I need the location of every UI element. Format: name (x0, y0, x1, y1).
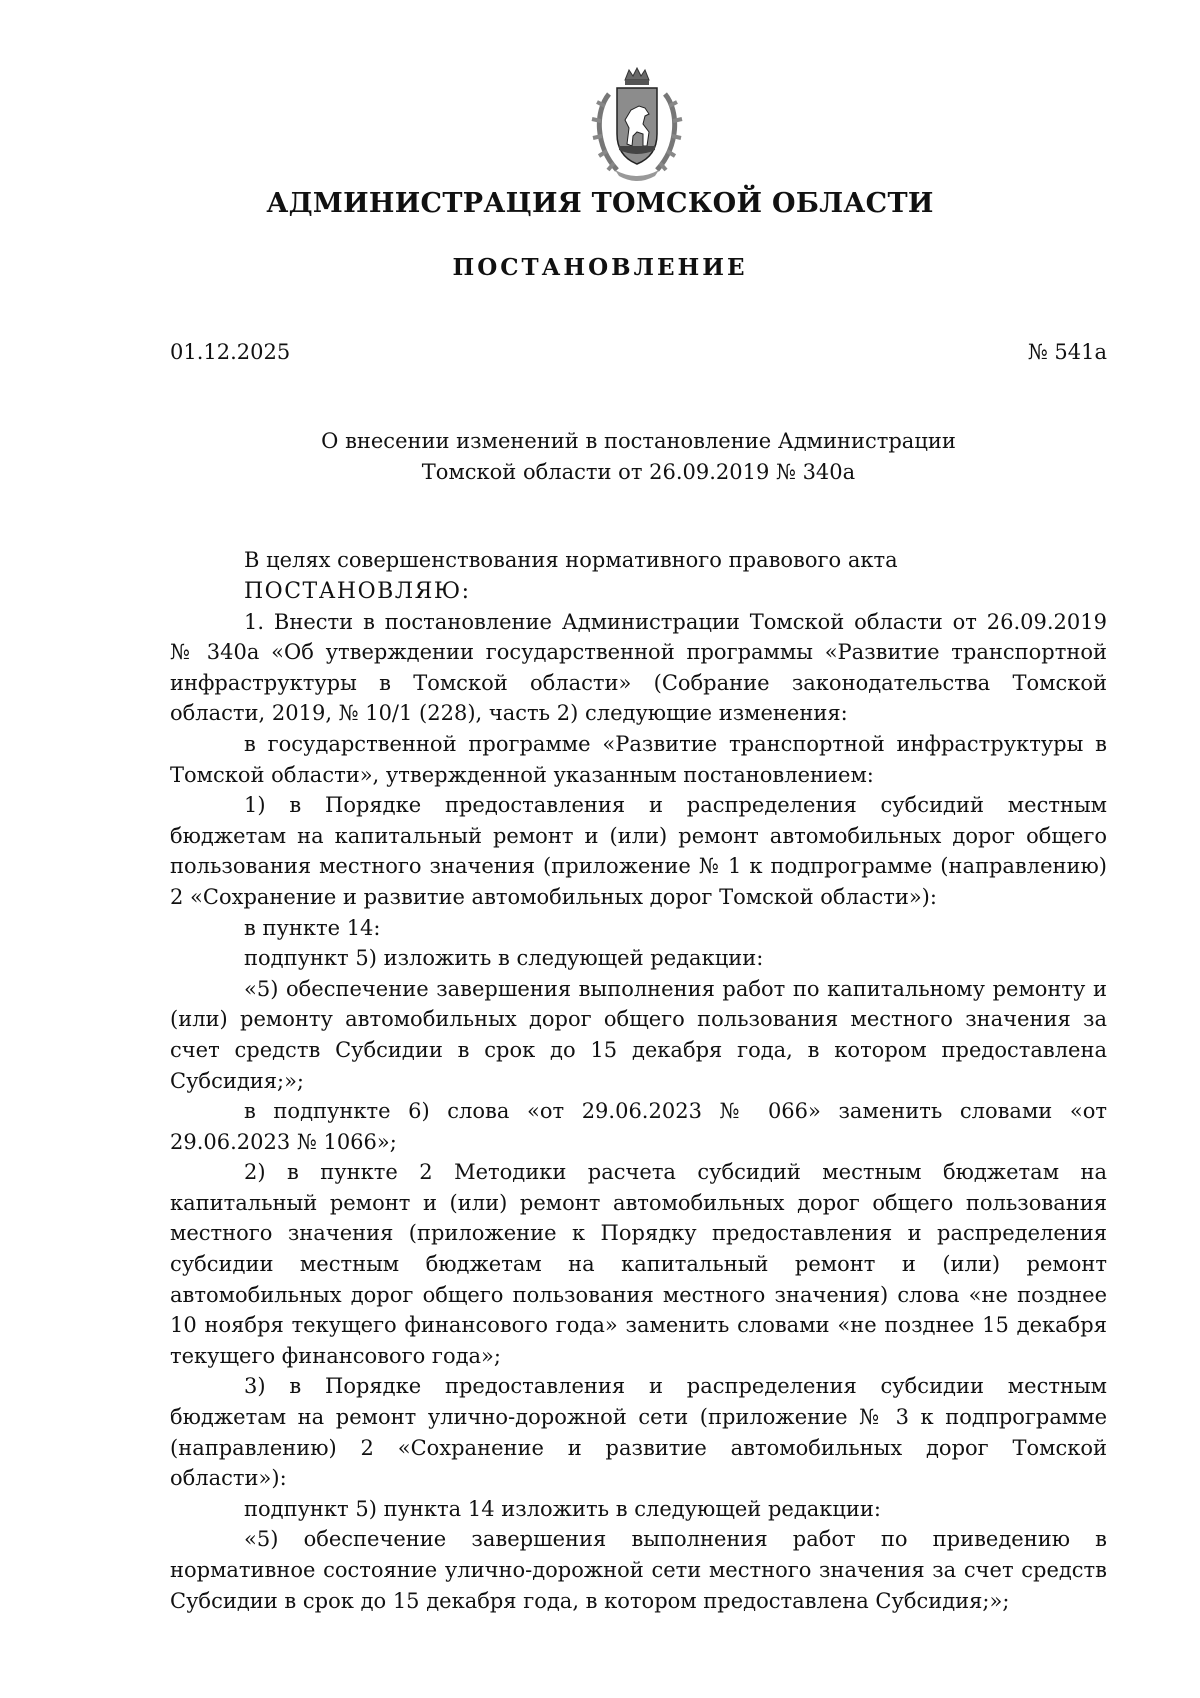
body-paragraph: В целях совершенствования нормативного правового акта (244, 548, 898, 572)
body-paragraph: 1) в Порядке предоставления и распределения субсидий местным бюджетам на капитальный ремонт и (или) ремонт автомобильных дорог общего пользования местного значения (приложение № 1 к подпрограмме (направлению) 2 «Сохранение и развитие автомобильных дорог Томской области»): (170, 793, 1107, 909)
body-paragraph: подпункт 5) изложить в следующей редакции: (244, 946, 764, 971)
body-paragraph: 2) в пункте 2 Методики расчета субсидий местным бюджетам на капитальный ремонт и (или) ремонт автомобильных дорог общего пользования местного значения (приложение к Порядку предоставления и распределения субсидии местным бюджетам на капитальный ремонт и (или) ремонт автомобильных дорог общего пользования местного значения) слова «не позднее 10 ноября текущего финансового года» заменить словами «не позднее 15 декабря текущего финансового года»; (170, 1160, 1107, 1368)
body-paragraph: «5) обеспечение завершения выполнения работ по приведению в нормативное состояние улично-дорожной сети местного значения за счет средств Субсидии в срок до 15 декабря года, в котором предоставлена Субсидия;»; (170, 1527, 1107, 1613)
body-paragraph: 1. Внести в постановление Администрации Томской области от 26.09.2019 № 340а «Об утверждении государственной программы «Развитие транспортной инфраструктуры в Томской области» (Собрание законодательства Томской области, 2019, № 10/1 (228), часть 2) следующие изменения: (170, 609, 1107, 726)
body-paragraph: в подпункте 6) слова «от 29.06.2023 № 066» заменить словами «от 29.06.2023 № 1066»; (170, 1099, 1107, 1154)
decree-word: ПОСТАНОВЛЯЮ: (244, 578, 471, 604)
body-paragraph: 3) в Порядке предоставления и распределения субсидии местным бюджетам на ремонт улично-дорожной сети (приложение № 3 к подпрограмме (направлению) 2 «Сохранение и развитие автомобильных дорог Томской области»): (170, 1374, 1107, 1491)
document-subject (170, 426, 1107, 488)
document-date: 01.12.2025 (170, 340, 291, 364)
body-paragraph: «5) обеспечение завершения выполнения работ по капитальному ремонту и (или) ремонту автомобильных дорог общего пользования местного значения за счет средств Субсидии в срок до 15 декабря года, в котором предоставлена Субсидия;»; (170, 976, 1107, 1093)
tomsk-coat-of-arms-icon (587, 66, 687, 184)
subject-line-2: Томской области от 26.09.2019 № 340а (421, 460, 856, 484)
document-type: ПОСТАНОВЛЕНИЕ (452, 254, 748, 281)
document-body (170, 545, 1107, 1616)
document-number: № 541а (1027, 340, 1107, 364)
organization-name: АДМИНИСТРАЦИЯ ТОМСКОЙ ОБЛАСТИ (266, 188, 934, 219)
body-paragraph: подпункт 5) пункта 14 изложить в следующей редакции: (244, 1496, 881, 1521)
body-paragraph: в государственной программе «Развитие транспортной инфраструктуры в Томской области», утвержденной указанным постановлением: (170, 731, 1107, 787)
subject-line-1: О внесении изменений в постановление Администрации (321, 429, 956, 453)
body-paragraph: в пункте 14: (244, 915, 381, 940)
